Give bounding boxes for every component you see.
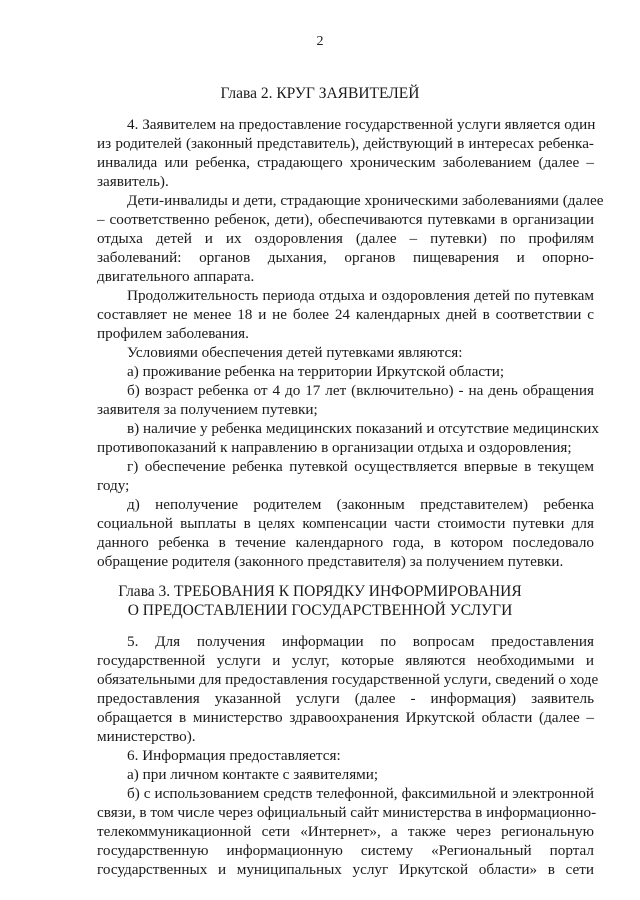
paragraph-line: году;: [97, 477, 130, 494]
paragraph-line: в) наличие у ребенка медицинских показаний и отсутствие медицинских: [127, 420, 599, 437]
paragraph-line: б) с использованием средств телефонной, факсимильной и электронной: [127, 785, 594, 802]
paragraph-line: 6. Информация предоставляется:: [127, 747, 341, 764]
paragraph-line: а) проживание ребенка на территории Иркутской области;: [127, 363, 505, 380]
paragraph-line: заболеваний: органов дыхания, органов пищеварения и опорно-: [97, 249, 594, 266]
chapter-3-title: [0, 582, 640, 620]
chapter-3-title-line-1: Глава 3. ТРЕБОВАНИЯ К ПОРЯДКУ ИНФОРМИРОВАНИЯ: [118, 583, 522, 600]
paragraph-line: обращается в министерство здравоохранения Иркутской области (далее –: [97, 709, 594, 726]
paragraph-line: г) обеспечение ребенка путевкой осуществляется впервые в текущем: [127, 458, 594, 475]
paragraph-line: связи, в том числе через официальный сайт министерства в информационно-: [97, 804, 597, 821]
paragraph-line: 4. Заявителем на предоставление государственной услуги является один: [127, 116, 596, 133]
paragraph-line: Продолжительность периода отдыха и оздоровления детей по путевкам: [127, 287, 594, 304]
paragraph-line: 5. Для получения информации по вопросам предоставления: [127, 633, 594, 650]
paragraph-line: д) неполучение родителем (законным представителем) ребенка: [127, 496, 594, 513]
paragraph-line: заявитель).: [97, 173, 169, 190]
paragraph-line: Условиями обеспечения детей путевками являются:: [127, 344, 463, 361]
chapter-3-title-line-2: О ПРЕДОСТАВЛЕНИИ ГОСУДАРСТВЕННОЙ УСЛУГИ: [127, 602, 513, 619]
paragraph-line: государственных и муниципальных услуг Иркутской области» в сети: [97, 861, 594, 878]
paragraph-line: инвалида или ребенка, страдающего хроническим заболеванием (далее –: [97, 154, 594, 171]
paragraph-line: отдыха детей и их оздоровления (далее – путевки) по профилям: [97, 230, 594, 247]
paragraph-line: обращение родителя (законного представителя) за получением путевки.: [97, 553, 564, 570]
paragraph-line: государственную информационную систему «Региональный портал: [97, 842, 594, 859]
paragraph-line: б) возраст ребенка от 4 до 17 лет (включительно) - на день обращения: [127, 382, 594, 399]
paragraph-line: предоставления указанной услуги (далее - информация) заявитель: [97, 690, 594, 707]
paragraph-line: телекоммуникационной сети «Интернет», а также через региональную: [97, 823, 594, 840]
paragraph-line: из родителей (законный представитель), действующий в интересах ребенка-: [97, 135, 594, 152]
paragraph-line: профилем заболевания.: [97, 325, 249, 342]
paragraph-line: – соответственно ребенок, дети), обеспечиваются путевками в организации: [97, 211, 594, 228]
paragraph-line: обязательными для предоставления государственной услуги, сведений о ходе: [97, 671, 599, 688]
paragraph-line: данного ребенка в течение календарного года, в котором последовало: [97, 534, 594, 551]
paragraph-line: Дети-инвалиды и дети, страдающие хроническими заболеваниями (далее: [127, 192, 604, 209]
page-number: 2: [316, 34, 324, 49]
paragraph-line: двигательного аппарата.: [97, 268, 255, 285]
paragraph-line: противопоказаний к направлению в организации отдыха и оздоровления;: [97, 439, 572, 456]
chapter-2-title: Глава 2. КРУГ ЗАЯВИТЕЛЕЙ: [220, 85, 420, 102]
paragraph-line: а) при личном контакте с заявителями;: [127, 766, 379, 783]
paragraph-line: социальной выплаты в целях компенсации части стоимости путевки для: [97, 515, 594, 532]
paragraph-line: заявителя за получением путевки;: [97, 401, 318, 418]
paragraph-line: государственной услуги и услуг, которые являются необходимыми и: [97, 652, 594, 669]
paragraph-line: составляет не менее 18 и не более 24 календарных дней в соответствии с: [97, 306, 594, 323]
paragraph-line: министерство).: [97, 728, 196, 745]
